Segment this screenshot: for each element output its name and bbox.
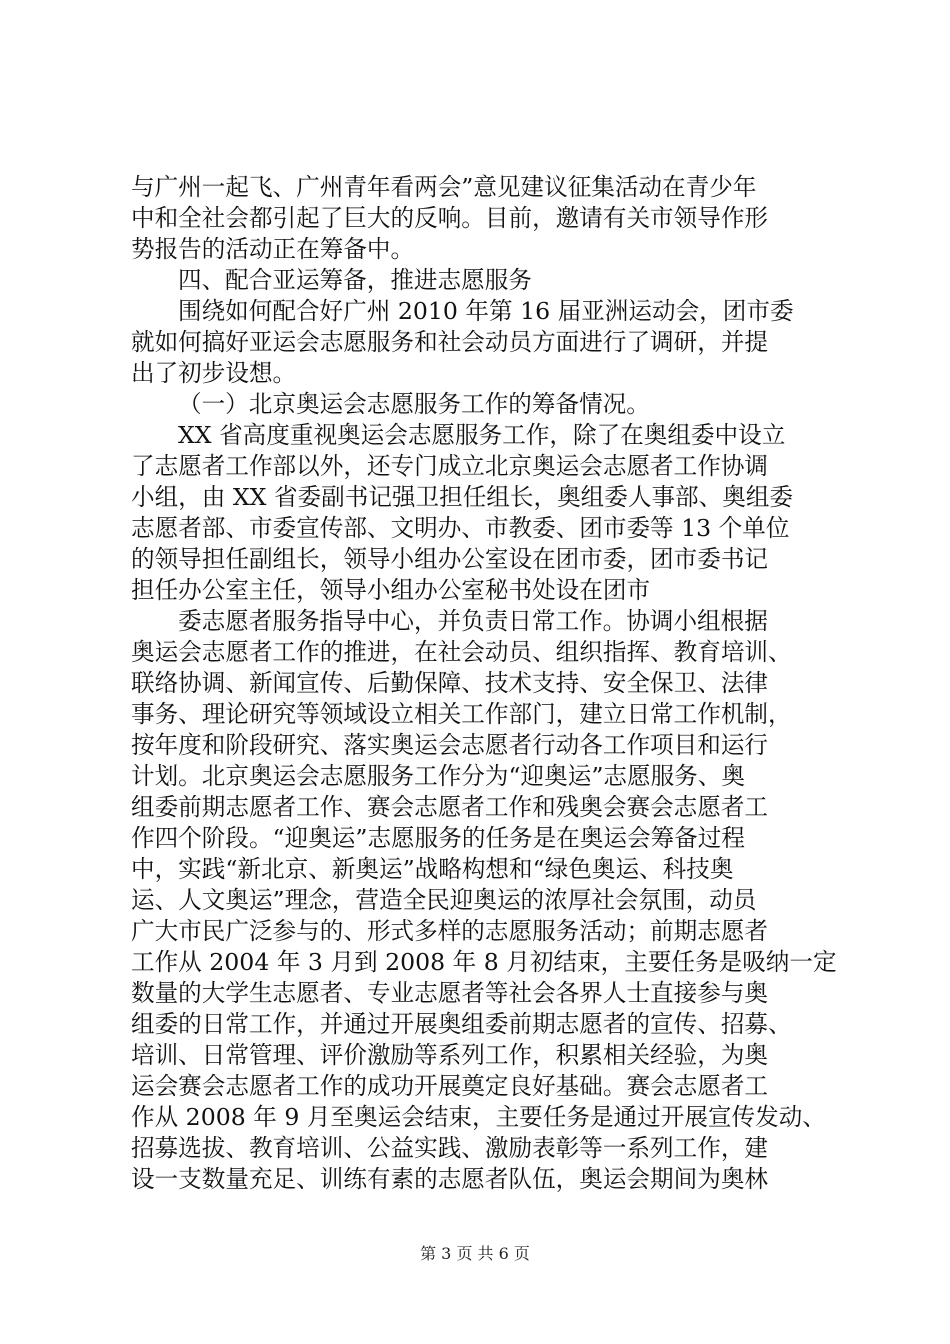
text-line: 招募选拔、教育培训、公益实践、激励表彰等一系列工作，建 — [131, 1134, 769, 1162]
text-line: 组委前期志愿者工作、赛会志愿者工作和残奥会赛会志愿者工 — [131, 793, 769, 821]
text-line: 中，实践“新北京、新奥运”战略构想和“绿色奥运、科技奥 — [131, 855, 734, 883]
text-line: 的领导担任副组长，领导小组办公室设在团市委，团市委书记 — [131, 545, 769, 573]
text-line: XX 省高度重视奥运会志愿服务工作，除了在奥组委中设立 — [178, 421, 786, 449]
text-line: 就如何搞好亚运会志愿服务和社会动员方面进行了调研，并提 — [131, 328, 769, 356]
text-line: 广大市民广泛参与的、形式多样的志愿服务活动；前期志愿者 — [131, 917, 769, 945]
text-line: 设一支数量充足、训练有素的志愿者队伍，奥运会期间为奥林 — [131, 1165, 769, 1193]
text-line: 了志愿者工作部以外，还专门成立北京奥运会志愿者工作协调 — [131, 452, 769, 480]
text-line: 势报告的活动正在筹备中。 — [131, 235, 415, 263]
text-line: 按年度和阶段研究、落实奥运会志愿者行动各工作项目和运行 — [131, 731, 769, 759]
document-body — [131, 172, 837, 1195]
text-line: 担任办公室主任，领导小组办公室秘书处设在团市 — [131, 576, 651, 604]
text-line: 运、人文奥运”理念，营造全民迎奥运的浓厚社会氛围，动员 — [131, 886, 757, 914]
subsection-heading: （一）北京奥运会志愿服务工作的筹备情况。 — [178, 390, 650, 418]
text-line: 委志愿者服务指导中心，并负责日常工作。协调小组根据 — [178, 607, 768, 635]
text-line: 联络协调、新闻宣传、后勤保障、技术支持、安全保卫、法律 — [131, 669, 769, 697]
section-heading: 四、配合亚运筹备，推进志愿服务 — [178, 266, 532, 294]
text-line: 小组，由 XX 省委副书记强卫担任组长，奥组委人事部、奥组委 — [131, 483, 794, 511]
text-line: 出了初步设想。 — [131, 359, 297, 387]
text-line: 计划。北京奥运会志愿服务工作分为“迎奥运”志愿服务、奥 — [131, 762, 745, 790]
text-line: 培训、日常管理、评价激励等系列工作，积累相关经验，为奥 — [131, 1041, 769, 1069]
text-line: 奥运会志愿者工作的推进，在社会动员、组织指挥、教育培训、 — [131, 638, 792, 666]
page-footer: 第 3 页 共 6 页 — [420, 1244, 530, 1263]
text-line: 围绕如何配合好广州 2010 年第 16 届亚洲运动会，团市委 — [178, 297, 794, 325]
text-line: 志愿者部、市委宣传部、文明办、市教委、团市委等 13 个单位 — [131, 514, 790, 542]
text-line: 数量的大学生志愿者、专业志愿者等社会各界人士直接参与奥 — [131, 979, 769, 1007]
text-line: 中和全社会都引起了巨大的反响。目前，邀请有关市领导作形 — [131, 204, 769, 232]
text-line: 运会赛会志愿者工作的成功开展奠定良好基础。赛会志愿者工 — [131, 1072, 769, 1100]
text-line: 工作从 2004 年 3 月到 2008 年 8 月初结束，主要任务是吸纳一定 — [131, 948, 837, 976]
text-line: 组委的日常工作，并通过开展奥组委前期志愿者的宣传、招募、 — [131, 1010, 792, 1038]
text-line: 事务、理论研究等领域设立相关工作部门，建立日常工作机制， — [131, 700, 792, 728]
text-line: 与广州一起飞、广州青年看两会”意见建议征集活动在青少年 — [131, 173, 757, 201]
text-line: 作四个阶段。“迎奥运”志愿服务的任务是在奥运会筹备过程 — [131, 824, 745, 852]
text-line: 作从 2008 年 9 月至奥运会结束，主要任务是通过开展宣传发动、 — [131, 1103, 826, 1131]
